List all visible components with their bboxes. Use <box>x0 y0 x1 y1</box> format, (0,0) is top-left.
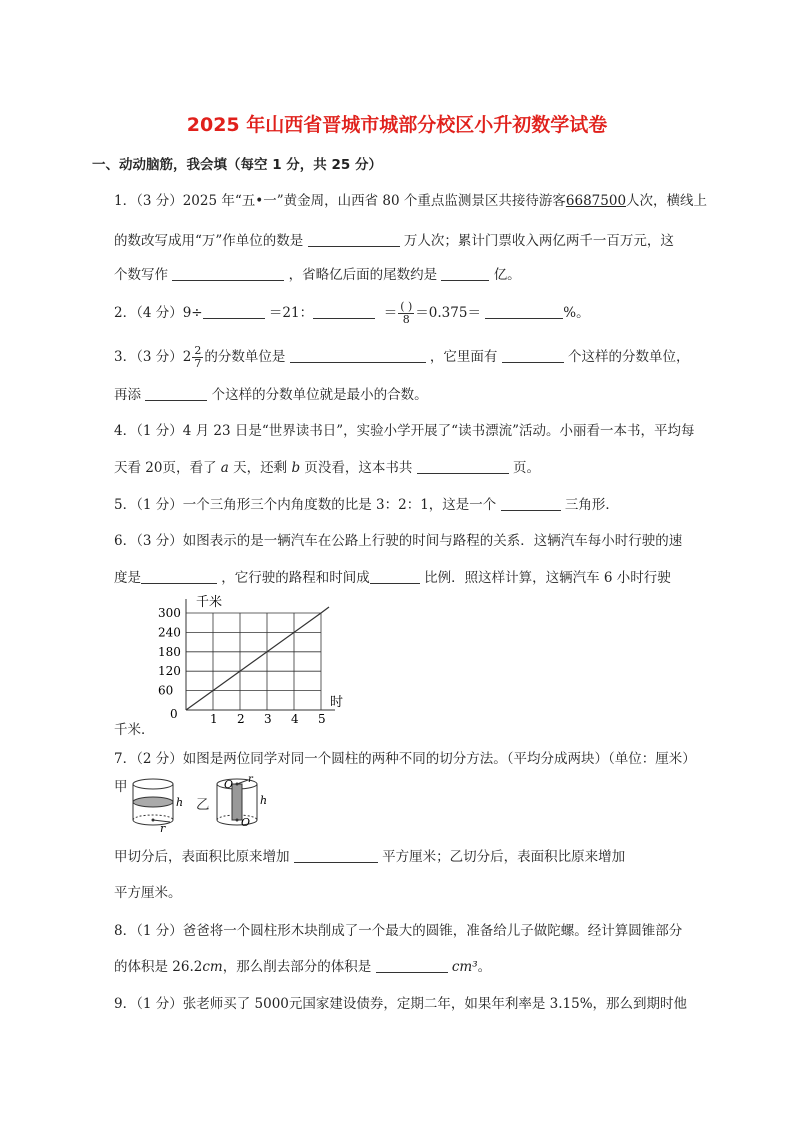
distance-time-chart <box>150 590 360 730</box>
origin-label: 0 <box>170 707 178 721</box>
y-tick-label: 300 <box>158 606 181 620</box>
answer-blank[interactable] <box>485 304 563 319</box>
question-6-line-2: 度是 ，它行驶的路程和时间成 比例．照这样计算，这辆汽车 6 小时行驶 <box>114 570 671 586</box>
answer-blank[interactable] <box>145 386 207 401</box>
y-tick-label: 120 <box>158 664 181 679</box>
answer-blank[interactable] <box>141 569 217 584</box>
question-3-line-2: 再添 个这样的分数单位就是最小的合数。 <box>114 387 428 403</box>
question-7-line-2: 甲切分后，表面积比原来增加 平方厘米；乙切分后，表面积比原来增加 <box>114 849 626 865</box>
label-o-top: O <box>224 778 234 791</box>
label-h: h <box>176 796 184 809</box>
series-line <box>186 613 321 710</box>
cylinder-figure-jia <box>128 774 188 834</box>
y-axis-label: 千米 <box>196 595 223 610</box>
y-tick-label: 60 <box>158 683 174 698</box>
question-7-line-3: 平方厘米。 <box>114 885 182 901</box>
label-r: r <box>160 822 166 834</box>
question-1-line-1: 1．（3 分）2025 年“五•一”黄金周，山西省 80 个重点监测景区共接待游客6687500人次，横线上 <box>114 193 708 209</box>
answer-blank[interactable] <box>370 569 420 584</box>
question-6-line-3: 千米． <box>114 722 155 738</box>
answer-blank[interactable] <box>290 348 426 363</box>
answer-blank[interactable] <box>203 304 265 319</box>
fraction: $\frac{( )}{8}$ <box>400 300 413 326</box>
label-o-bottom: O <box>241 816 251 829</box>
x-tick-label: 2 <box>237 712 245 726</box>
answer-blank[interactable] <box>501 496 561 511</box>
answer-blank[interactable] <box>502 348 564 363</box>
question-8-line-2: 的体积是 26.2cm，那么削去部分的体积是 cm³。 <box>114 959 492 975</box>
page-title: 2025 年山西省晋城市城部分校区小升初数学试卷 <box>186 114 608 136</box>
cylinder-label-jia: 甲 <box>114 779 128 795</box>
answer-blank[interactable] <box>441 266 489 281</box>
y-tick-label: 240 <box>158 625 181 640</box>
answer-blank[interactable] <box>376 958 448 973</box>
x-tick-label: 1 <box>210 712 218 726</box>
question-4-line-1: 4．（1 分）4 月 23 日是“世界读书日”，实验小学开展了“读书漂流”活动。小丽看一本书，平均每 <box>114 423 695 439</box>
x-axis-label: 时 <box>330 695 344 710</box>
question-6-line-1: 6．（3 分）如图表示的是一辆汽车在公路上行驶的时间与路程的关系．这辆汽车每小时行驶的速 <box>114 533 683 549</box>
cylinder-label-yi: 乙 <box>196 797 210 813</box>
question-3-line-1: 3．（3 分）2 $\frac{2}{7}$ 的分数单位是 ，它里面有 个这样的分数单位， <box>114 344 690 370</box>
question-8-line-1: 8．（1 分）爸爸将一个圆柱形木块削成了一个最大的圆锥，准备给儿子做陀螺。经计算圆锥部分 <box>114 923 683 939</box>
x-tick-label: 5 <box>318 712 326 726</box>
question-2: 2．（4 分）9÷ ＝21： ＝ $\frac{( )}{8}$ ＝0.375＝ %。 <box>114 300 590 326</box>
x-tick-label: 3 <box>264 712 272 726</box>
question-1-line-3: 个数写作 ，省略亿后面的尾数约是 亿。 <box>114 267 521 283</box>
question-9-line-1: 9．（1 分）张老师买了 5000元国家建设债券，定期二年，如果年利率是 3.15%，那么到期时他 <box>114 996 688 1012</box>
answer-blank[interactable] <box>313 304 375 319</box>
answer-blank[interactable] <box>417 459 509 474</box>
y-tick-label: 180 <box>158 644 181 659</box>
answer-blank[interactable] <box>294 848 378 863</box>
cylinder-figure-yi <box>212 774 272 834</box>
x-tick-label: 4 <box>291 712 299 726</box>
question-7-line-1: 7．（2 分）如图是两位同学对同一个圆柱的两种不同的切分方法。（平均分成两块）（单位：厘米） <box>114 751 696 767</box>
question-4-line-2: 天看 20页，看了 a 天，还剩 b 页没看，这本书共 页。 <box>114 460 540 476</box>
series-line-extension <box>321 607 329 613</box>
section-heading: 一、动动脑筋，我会填（每空 1 分，共 25 分） <box>92 157 382 173</box>
label-h: h <box>260 794 268 807</box>
question-5: 5．（1 分）一个三角形三个内角度数的比是 3：2：1，这是一个 三角形． <box>114 497 619 513</box>
label-r: r <box>248 774 253 785</box>
answer-blank[interactable] <box>172 266 284 281</box>
question-1-line-2: 的数改写成用“万”作单位的数是 万人次；累计门票收入两亿两千一百万元，这 <box>114 233 674 249</box>
fraction: $\frac{2}{7}$ <box>194 344 202 370</box>
answer-blank[interactable] <box>308 232 400 247</box>
